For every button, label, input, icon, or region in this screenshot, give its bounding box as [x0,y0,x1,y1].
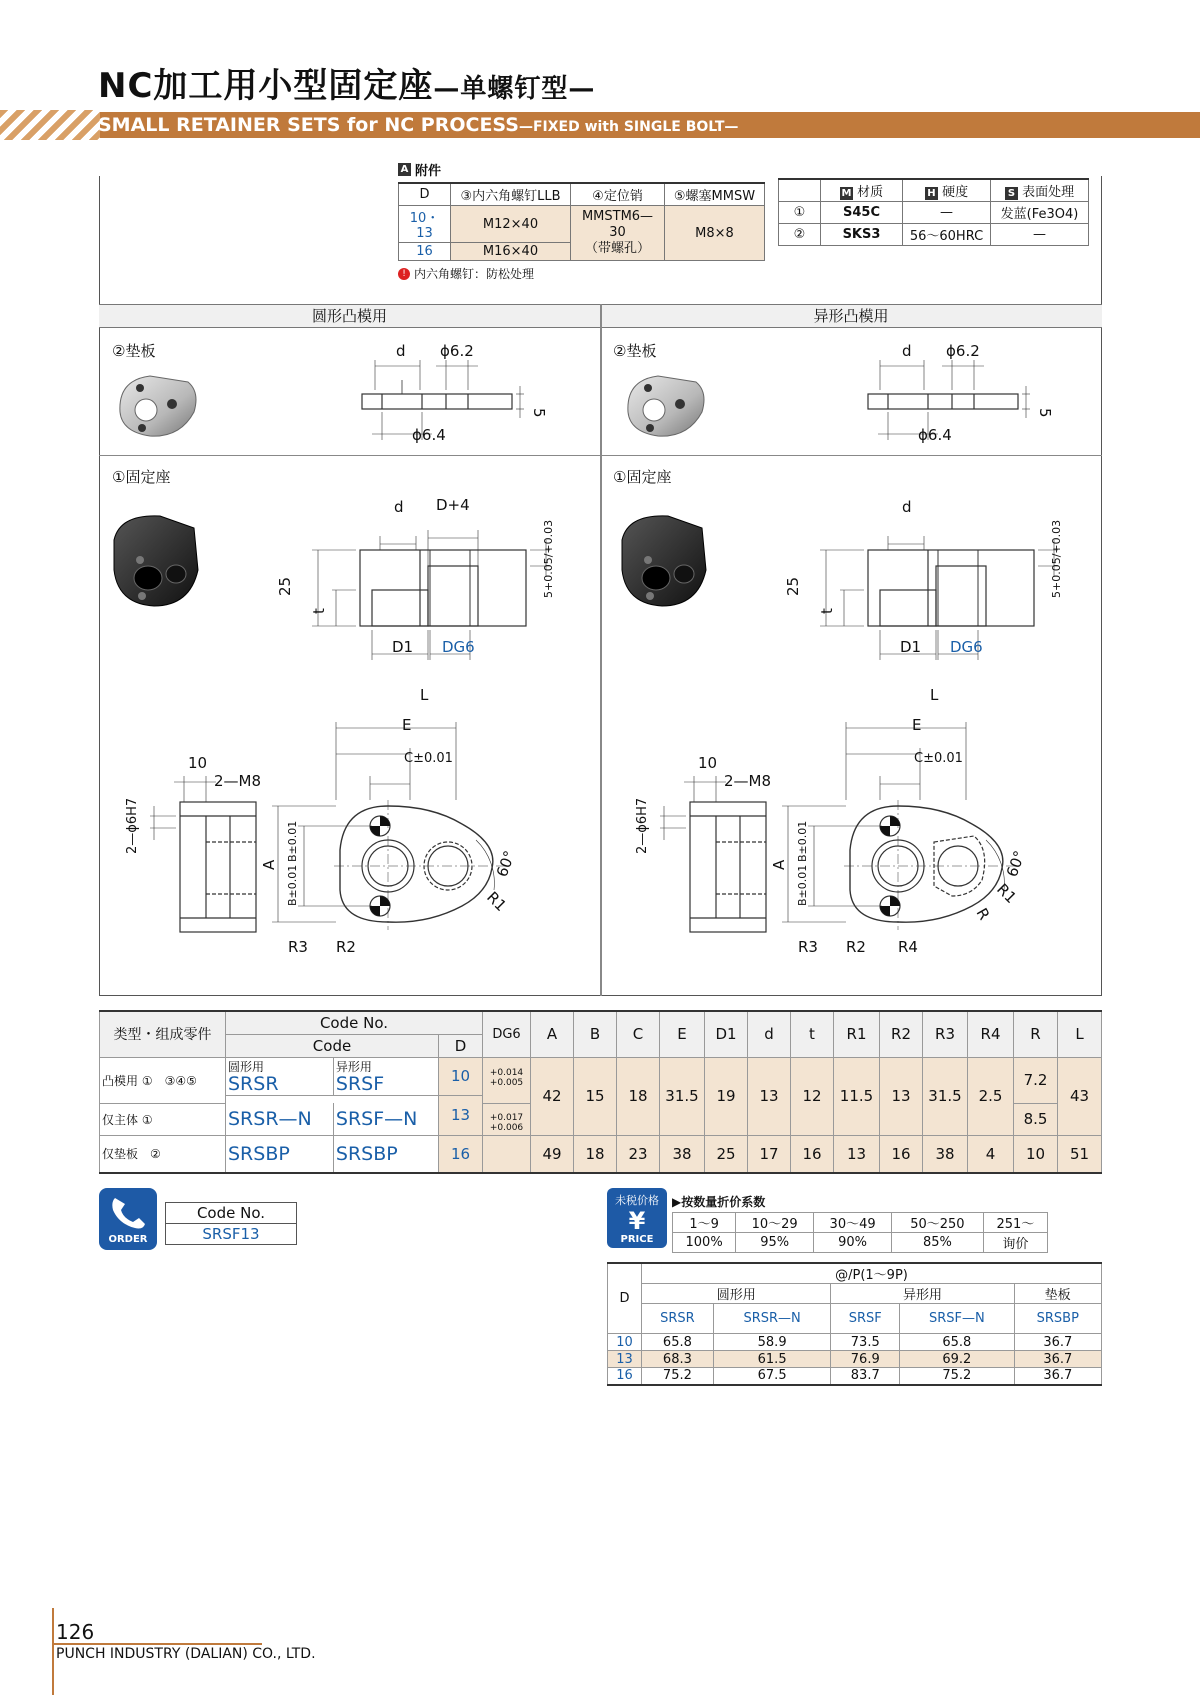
order-table [165,1202,297,1245]
dim-r1-r: R1 [993,880,1021,907]
mat-hardness-1: — [903,202,991,224]
spec-h-R2: R2 [880,1011,923,1057]
dim-r3: R3 [288,938,308,956]
dim-b2-r: B±0.01 [796,864,809,906]
mat-hardness-2: 56～60HRC [903,224,991,246]
dim-10-r: 10 [698,754,718,772]
order-icon [99,1188,157,1250]
mat-material-2: SKS3 [821,224,903,246]
order-code-header: Code No. [166,1203,297,1224]
price-h-shaped: 异形用 [831,1284,1014,1304]
spec-label-3: 仅垫板 ② [100,1135,226,1173]
dim-A-r: A [770,859,788,870]
price-code-srsr-n: SRSR—N [713,1304,831,1334]
dim-E: E [402,716,412,734]
dim-m8-r: 2—M8 [724,772,772,790]
dim-d-pad: d [396,342,406,360]
dim-phi6h7-r: 2—ϕ6H7 [635,797,650,854]
acc-h-d: D [399,183,451,206]
retainer-label-right: ①固定座 [613,468,672,486]
price-d-13: 13 [608,1351,642,1368]
dim-E-r: E [912,716,922,734]
order-icon-label: ORDER [108,1234,148,1245]
spec-h-d: d [748,1011,791,1057]
spec-h-D1: D1 [705,1011,748,1057]
price-code-srsf: SRSF [831,1304,900,1334]
spec-h-type: 类型・组成零件 [100,1011,226,1057]
spec-h-C: C [617,1011,660,1057]
section-divider [600,304,602,996]
code-srsbp-1: SRSBP [226,1135,334,1173]
qty-2: 10～29 [736,1213,814,1233]
material-table [778,178,1089,246]
footer-vline [52,1608,54,1695]
price-10-3: 73.5 [831,1334,900,1351]
spec-B-1: 15 [574,1057,617,1135]
title-cn-sub: —单螺钉型— [433,74,596,104]
mat-h-surface-text: 表面处理 [1022,185,1075,200]
mat-surface-1: 发蓝(Fe3O4) [991,202,1089,224]
acc-note: 内六角螺钉：防松处理 [414,267,535,281]
code-srsr-n: SRSR—N [226,1103,334,1135]
drawing-round [110,330,600,990]
acc-d-1: 10・13 [399,206,451,243]
page-number: 126 [56,1620,95,1644]
mat-no-1: ① [779,202,821,224]
material-block [778,178,1089,246]
title-banner [0,110,1200,140]
dim-tol5: 5+0.05/+0.03 [542,519,555,598]
spec-h-R: R [1014,1011,1058,1057]
spec-R1-2: 13 [834,1135,880,1173]
section-shaped: 异形凸模用 [600,304,1102,328]
dim-R-r: R [972,905,994,924]
code-srsbp-2: SRSBP [333,1135,438,1173]
page-title [98,58,595,107]
spec-E-2: 38 [660,1135,705,1173]
dim-d-ret: d [394,498,404,516]
price-16-5: 36.7 [1014,1368,1101,1385]
price-icon [607,1188,667,1248]
spec-R-3: 10 [1014,1135,1058,1173]
dim-dplus4: D+4 [436,496,470,514]
spec-tol-2: +0.017 +0.006 [489,1112,524,1133]
dim-t-r: t [818,608,836,614]
mat-h-material [821,179,903,202]
dim-dg6: DG6 [442,638,475,656]
dim-L-r: L [930,686,939,704]
s-badge: S [1005,187,1018,200]
mat-h-material-text: 材质 [857,185,884,200]
spec-D1-2: 25 [705,1135,748,1173]
spec-d-13: 13 [439,1095,483,1135]
dim-C: C±0.01 [404,751,453,766]
dim-60: 60° [492,848,519,880]
dim-r3-r: R3 [798,938,818,956]
qty-3: 30～49 [814,1213,892,1233]
dim-r1: R1 [483,888,511,915]
info-icon: ! [398,268,410,280]
acc-screw-1: M12×40 [451,206,571,243]
spec-R3-1: 31.5 [923,1057,968,1135]
spec-h-dg6: DG6 [483,1011,531,1057]
rate-2: 95% [736,1233,814,1253]
spec-h-L: L [1058,1011,1102,1057]
dim-A: A [260,859,278,870]
dim-tol5-r: 5+0.05/+0.03 [1050,519,1063,598]
title-en: SMALL RETAINER SETS for NC PROCESS [98,114,519,136]
price-h-unit: @/P(1～9P) [642,1263,1102,1284]
dim-phi62: ϕ6.2 [440,342,474,360]
mat-surface-2: — [991,224,1089,246]
qty-1: 1～9 [673,1213,736,1233]
dim-d1: D1 [392,638,414,656]
h-badge: H [925,187,938,200]
dim-25-r: 25 [784,576,802,596]
spec-L-1: 43 [1058,1057,1102,1135]
dim-25: 25 [276,576,294,596]
mat-h-no [779,179,821,202]
yen-icon: ¥ [628,1207,646,1235]
order-code-example[interactable]: SRSF13 [166,1224,297,1245]
mat-h-surface [991,179,1089,202]
price-13-4: 69.2 [900,1351,1015,1368]
price-16-2: 67.5 [713,1368,831,1385]
accessories-label: 附件 [415,164,442,179]
dim-t: t [310,608,328,614]
price-10-2: 58.9 [713,1334,831,1351]
m-badge: M [841,188,852,199]
code-srsf-n: SRSF—N [333,1103,438,1135]
price-16-1: 75.2 [642,1368,714,1385]
acc-d-2: 16 [399,243,451,261]
dim-60-r: 60° [1002,848,1029,880]
spec-h-code: Code [226,1034,439,1057]
dim-b1-r: B±0.01 [796,820,809,862]
company-name: PUNCH INDUSTRY (DALIAN) CO., LTD. [56,1646,316,1662]
mat-h-hardness-text: 硬度 [942,185,969,200]
price-icon-top: 未税价格 [615,1194,659,1207]
spec-h-R1: R1 [834,1011,880,1057]
dim-r2-r: R2 [846,938,866,956]
dim-C-r: C±0.01 [914,751,963,766]
dim-phi64: ϕ6.4 [412,426,446,444]
price-16-4: 75.2 [900,1368,1015,1385]
dim-b1: B±0.01 [286,820,299,862]
dim-r4-r: R4 [898,938,918,956]
acc-screw-2: M16×40 [451,243,571,261]
spec-d-10: 10 [439,1057,483,1095]
spec-tol-1: +0.014 +0.005 [489,1067,524,1088]
spec-h-codeno: Code No. [226,1011,483,1034]
qty-5: 251～ [983,1213,1047,1233]
pad-label-right: ②垫板 [613,342,657,360]
dim-m8: 2—M8 [214,772,262,790]
price-h-round: 圆形用 [642,1284,831,1304]
dim-10: 10 [188,754,208,772]
price-10-1: 65.8 [642,1334,714,1351]
spec-A-2: 49 [531,1135,574,1173]
dim-five: 5 [530,408,548,418]
spec-R-1: 7.2 [1014,1057,1058,1103]
accessories-table [398,182,765,261]
spec-table [99,1010,1102,1174]
price-code-srsbp: SRSBP [1014,1304,1101,1334]
dim-phi6h7: 2—ϕ6H7 [125,797,140,854]
spec-L-2: 51 [1058,1135,1102,1173]
pad-label-left: ②垫板 [112,342,156,360]
mat-no-2: ② [779,224,821,246]
price-table [607,1262,1102,1386]
spec-d-1: 13 [748,1057,791,1135]
spec-R4-1: 2.5 [968,1057,1014,1135]
dim-phi62-r: ϕ6.2 [946,342,980,360]
discount-table [672,1212,1048,1253]
spec-R2-1: 13 [880,1057,923,1135]
dim-r2: R2 [336,938,356,956]
spec-h-D: D [439,1034,483,1057]
spec-C-2: 23 [617,1135,660,1173]
spec-label-1: 凸模用 ① ③④⑤ [100,1057,226,1103]
spec-label-2: 仅主体 ① [100,1103,226,1135]
drawing-shaped [612,330,1100,990]
price-icon-bottom: PRICE [620,1234,654,1245]
price-13-3: 76.9 [831,1351,900,1368]
price-13-5: 36.7 [1014,1351,1101,1368]
dim-d-ret-r: d [902,498,912,516]
spec-h-A: A [531,1011,574,1057]
acc-h-screw: ③内六角螺钉LLB [451,183,571,206]
section-round: 圆形凸模用 [99,304,600,328]
accessories-block [398,160,765,282]
spec-R2-2: 16 [880,1135,923,1173]
price-d-10: 10 [608,1334,642,1351]
rate-1: 100% [673,1233,736,1253]
spec-R4-2: 4 [968,1135,1014,1173]
spec-t-1: 12 [791,1057,834,1135]
acc-pin: MMSTM6—30 [581,209,654,240]
price-13-2: 61.5 [713,1351,831,1368]
spec-R3-2: 38 [923,1135,968,1173]
rate-5: 询价 [983,1233,1047,1253]
acc-h-plug: ⑤螺塞MMSW [665,183,765,206]
spec-E-1: 31.5 [660,1057,705,1135]
spec-h-B: B [574,1011,617,1057]
accessory-badge: A [398,163,411,176]
acc-h-pin: ④定位销 [571,183,665,206]
code-srsr: SRSR [228,1073,279,1095]
title-en-sub: —FIXED with SINGLE BOLT— [518,119,739,135]
spec-round-label: 圆形用 [228,1060,265,1074]
acc-pin-note: （带螺孔） [584,241,650,256]
retainer-label-left: ①固定座 [112,468,171,486]
price-h-d: D [608,1263,642,1334]
qty-4: 50～250 [892,1213,984,1233]
price-d-16: 16 [608,1368,642,1385]
spec-t-2: 16 [791,1135,834,1173]
spec-R1-1: 11.5 [834,1057,880,1135]
price-16-3: 83.7 [831,1368,900,1385]
price-code-srsr: SRSR [642,1304,714,1334]
code-srsf: SRSF [335,1073,385,1095]
mat-material-1: S45C [821,202,903,224]
price-h-pad: 垫板 [1014,1284,1101,1304]
spec-B-2: 18 [574,1135,617,1173]
spec-D1-1: 19 [705,1057,748,1135]
price-10-5: 36.7 [1014,1334,1101,1351]
spec-shaped-label: 异形用 [335,1060,372,1074]
spec-R-2: 8.5 [1014,1103,1058,1135]
dim-d1-r: D1 [900,638,922,656]
spec-h-R3: R3 [923,1011,968,1057]
price-code-srsf-n: SRSF—N [900,1304,1015,1334]
dim-phi64-r: ϕ6.4 [918,426,952,444]
dim-d-pad-r: d [902,342,912,360]
spec-d-2: 17 [748,1135,791,1173]
spec-d-16: 16 [439,1135,483,1173]
rate-4: 85% [892,1233,984,1253]
title-cn: NC加工用小型固定座 [98,66,434,106]
dim-five-r: 5 [1036,408,1054,418]
phone-icon [99,1188,157,1234]
spec-h-R4: R4 [968,1011,1014,1057]
price-10-4: 65.8 [900,1334,1015,1351]
price-13-1: 68.3 [642,1351,714,1368]
spec-h-E: E [660,1011,705,1057]
spec-h-t: t [791,1011,834,1057]
rate-3: 90% [814,1233,892,1253]
spec-A-1: 42 [531,1057,574,1135]
spec-C-1: 18 [617,1057,660,1135]
dim-L: L [420,686,429,704]
mat-h-hardness [903,179,991,202]
acc-plug: M8×8 [665,206,765,261]
dim-dg6-r: DG6 [950,638,983,656]
dim-b2: B±0.01 [286,864,299,906]
discount-label: ▶按数量折价系数 [672,1195,766,1209]
